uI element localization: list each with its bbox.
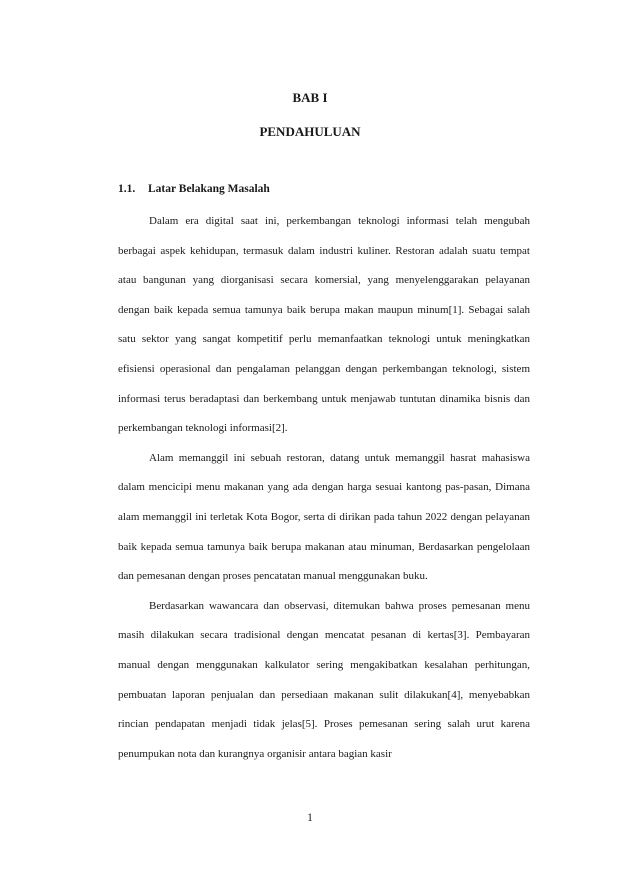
paragraph: Alam memanggil ini sebuah restoran, datang untuk memanggil hasrat mahasiswa dalam mencicipi menu makanan yang ada dengan harga sesuai kantong pas-pasan, Dimana alam memanggil ini terletak Kota Bogor, serta di dirikan pada tahun 2022 dengan pelayanan baik kepada semua tamunya baik berupa makanan atau minuman, Berdasarkan pengelolaan dan pemesanan dengan proses pencatatan manual menggunakan buku. [118,451,530,583]
section-title: Latar Belakang Masalah [148,183,270,195]
chapter-number: BAB I [292,90,328,105]
paragraph: Dalam era digital saat ini, perkembangan teknologi informasi telah mengubah berbagai aspek kehidupan, termasuk dalam industri kuliner. Restoran adalah suatu tempat atau bangunan yang diorganisasi secara komersial, yang menyelenggarakan pelayanan dengan baik kepada semua tamunya baik berupa makan maupun minum[1]. Sebagai salah satu sektor yang sangat kompetitif perlu memanfaatkan teknologi untuk meningkatkan efisiensi operasional dan pengalaman pelanggan dengan perkembangan teknologi, sistem informasi terus beradaptasi dan berkembang untuk menjawab tuntutan dinamika bisnis dan perkembangan teknologi informasi[2]. [118,215,530,435]
section-number: 1.1. [118,183,136,195]
section-heading [118,183,270,195]
page-number: 1 [307,812,313,824]
paragraph: Berdasarkan wawancara dan observasi, ditemukan bahwa proses pemesanan menu masih dilakukan secara tradisional dengan mencatat pesanan di kertas[3]. Pembayaran manual dengan menggunakan kalkulator sering mengakibatkan kesalahan perhitungan, pembuatan laporan penjualan dan persediaan makanan sulit dilakukan[4], menyebabkan rincian pendapatan menjadi tidak jelas[5]. Proses pemesanan sering salah urut karena penumpukan nota dan kurangnya organisir antara bagian kasir [118,599,530,760]
body-text [118,207,530,769]
chapter-title: PENDAHULUAN [259,124,361,139]
